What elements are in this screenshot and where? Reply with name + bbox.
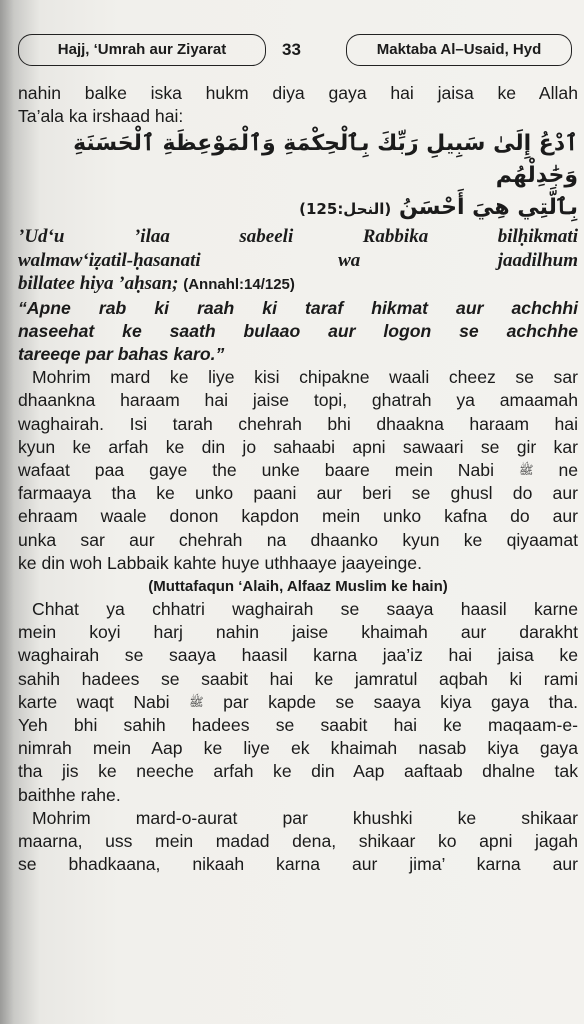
transliteration-citation: (Annahl:14/125) xyxy=(183,276,295,294)
paragraph-line: nimrah mein Aap ke liye ek khaimah nasab kiya gaya xyxy=(18,738,578,759)
quran-verse-arabic-end xyxy=(18,192,578,225)
book-title: Hajj, ‘Umrah aur Ziyarat xyxy=(18,34,266,66)
translation-line: naseehat ke saath bulaao aur logon se achchhe xyxy=(18,320,578,341)
page-number: 33 xyxy=(282,40,301,59)
paragraph-line: Yeh bhi sahih hadees se saabit hai ke maqaam-e- xyxy=(18,715,578,736)
intro-line: Ta’ala ka irshaad hai: xyxy=(18,106,184,127)
paragraph-line xyxy=(18,691,578,714)
paragraph-line: farmaaya tha ke unko paani aur beri se ghusl do aur xyxy=(18,483,578,504)
quran-verse-arabic: ٱدْعُ إِلَىٰ سَبِيلِ رَبِّكَ بِٱلْحِكْمَةِ وَٱلْمَوْعِظَةِ ٱلْحَسَنَةِ وَجَٰدِلْهُم xyxy=(73,131,578,189)
publisher-name: Maktaba Al–Usaid, Hyd xyxy=(346,34,572,66)
intro-line: nahin balke iska hukm diya gaya hai jaisa ke Allah xyxy=(18,83,578,103)
paragraph-text: par kapde se saaya kiya gaya tha. xyxy=(223,691,579,712)
honorific-glyph: ﷺ xyxy=(518,463,534,478)
paragraph-line: waghairah. Isi tarah chehrah bhi dhaakna haraam hai xyxy=(18,413,578,434)
paragraph-line: sahih hadees se saabit hai ke jamratul aqbah ki rami xyxy=(18,668,578,689)
paragraph-line: maarna, uss mein madad dena, shikaar ko apni jagah xyxy=(18,831,578,852)
paragraph-line: ehraam waale donon kapdon mein unko kafna do aur xyxy=(18,506,578,527)
paragraph-text: ne xyxy=(558,460,579,481)
translation-line: tareeqe par bahas karo.” xyxy=(18,344,225,365)
paragraph-line: ke din woh Labbaik kahte huye uthhaaye jaayeinge. xyxy=(18,552,422,573)
transliteration-line: walmaw‘iẓatil-ḥasanati wa jaadilhum xyxy=(18,249,578,271)
paragraph-line: Chhat ya chhatri waghairah se saaya haasil karne xyxy=(32,599,578,620)
paragraph-line: mein koyi harj nahin jaise khaimah aur darakht xyxy=(18,622,578,643)
paragraph-text: karte waqt Nabi xyxy=(18,691,170,712)
paragraph-line: Mohrim mard-o-aurat par khushki ke shikaar xyxy=(32,807,578,828)
hadith-source: (Muttafaqun ‘Alaih, Alfaaz Muslim ke hain) xyxy=(148,578,448,596)
honorific-glyph: ﷺ xyxy=(189,694,204,709)
paragraph-line: tha jis ke neeche arfah ke din Aap aaftaab dhalne tak xyxy=(18,761,578,782)
paragraph-line: Mohrim mard ke liye kisi chipakne waali cheez se sar xyxy=(32,367,578,388)
transliteration-text: billatee hiya ’aḥsan; xyxy=(18,273,179,295)
paragraph-line: dhaankna haraam hai jaise topi, ghatrah ya amaamah xyxy=(18,390,578,411)
paragraph-line: waghairah se saaya haasil karna jaa’iz hai jaisa ke xyxy=(18,645,578,666)
transliteration-line: ’Ud‘u ’ilaa sabeeli Rabbika bilḥikmati xyxy=(18,226,578,248)
paragraph-line xyxy=(18,459,578,482)
translation-line: “Apne rab ki raah ki taraf hikmat aur achchhi xyxy=(18,297,578,318)
paragraph-line: unka sar aur chehrah na dhaanko kyun ke qiyaamat xyxy=(18,529,578,550)
page-header xyxy=(12,34,578,70)
paragraph-line: kyun ke arfah ke din jo sahaabi apni sawaari se gir kar xyxy=(18,436,578,457)
quran-verse-arabic-tail: بِٱلَّتِي هِيَ أَحْسَنُ xyxy=(398,195,578,221)
page-body xyxy=(18,82,578,877)
paragraph-line: baithhe rahe. xyxy=(18,784,121,805)
transliteration-line xyxy=(18,272,578,296)
verse-reference: (النحل:125) xyxy=(299,200,392,219)
paragraph-line: se bhadkaana, nikaah karna aur jima’ karna aur xyxy=(18,854,578,875)
paragraph-text: wafaat paa gaye the unke baare mein Nabi xyxy=(18,460,494,481)
